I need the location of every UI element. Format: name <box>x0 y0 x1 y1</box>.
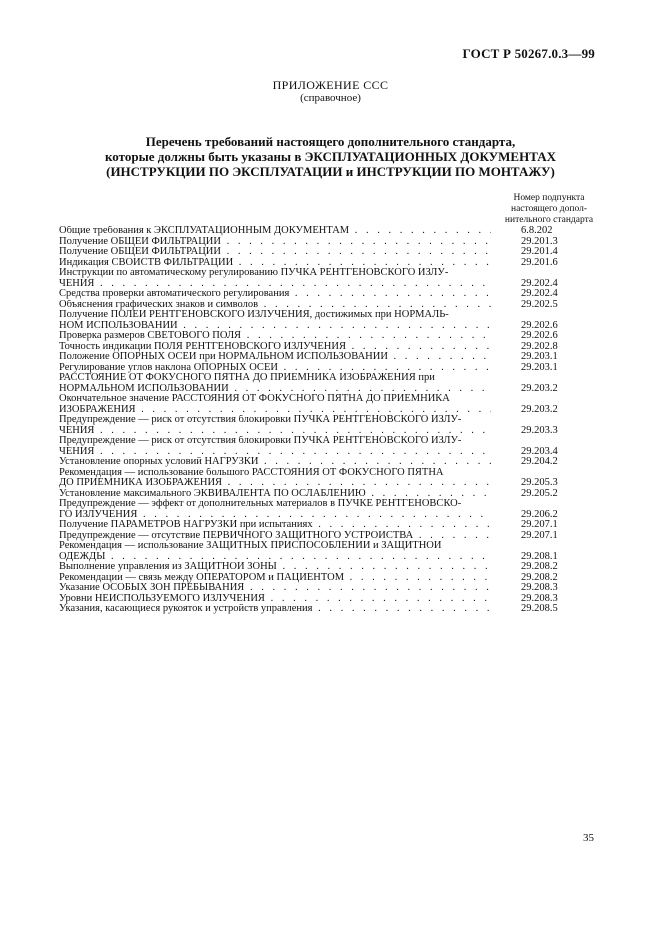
list-item-text <box>59 237 491 248</box>
title-line: которые должны быть указаны в ЭКСПЛУАТАЦИОННЫХ ДОКУМЕНТАХ <box>104 149 556 164</box>
list-item-number: 29.208.2 <box>521 571 558 583</box>
list-item-line: ЧЕНИЯ . . . <box>59 447 491 458</box>
list-item-line: Установление опорных условий НАГРУЗКИ . . . <box>59 457 491 468</box>
list-item-text <box>59 352 491 363</box>
list-item-text <box>59 604 491 615</box>
list-item-number: 29.208.3 <box>521 592 558 604</box>
list-item-text <box>59 258 491 269</box>
list-item-number: 29.205.3 <box>521 477 558 488</box>
list-item <box>59 562 605 573</box>
list-item <box>59 289 605 300</box>
list-item-text <box>59 562 491 573</box>
list-item-text <box>59 489 491 500</box>
list-item-line: РАССТОЯНИЕ ОТ ФОКУСНОГО ПЯТНА ДО ПРИЕМНИКА ИЗОБРАЖЕНИЯ при <box>59 373 435 383</box>
list-item <box>59 531 605 542</box>
list-item-line: Предупреждение — риск от отсутствия блокировки ПУЧКА РЕНТГЕНОВСКОГО ИЗЛУ- <box>59 436 462 446</box>
standard-designation: ГОСТ Р 50267.0.3—99 <box>462 46 595 61</box>
list-item-number: 29.202.4 <box>521 277 558 289</box>
list-item-number: 29.203.3 <box>521 424 558 436</box>
list-item <box>59 226 605 237</box>
list-item-line: Предупреждение — риск от отсутствия блокировки ПУЧКА РЕНТГЕНОВСКОГО ИЗЛУ- <box>59 415 462 425</box>
list-item-line: ОДЕЖДЫ . . . <box>59 552 491 563</box>
list-item-text <box>59 531 491 542</box>
list-item-line: ГО ИЗЛУЧЕНИЯ . . . <box>59 510 491 521</box>
list-item <box>59 300 605 311</box>
list-item <box>59 436 605 457</box>
list-item <box>59 363 605 374</box>
list-item-line: Общие требования к ЭКСПЛУАТАЦИОННЫМ ДОКУМЕНТАМ . . . <box>59 226 491 237</box>
annex-title: ПРИЛОЖЕНИЕ ССС <box>272 78 389 92</box>
list-item-text <box>59 373 491 394</box>
list-item <box>59 499 605 520</box>
list-item <box>59 247 605 258</box>
list-item-text <box>59 520 491 531</box>
list-item-line: Положение ОПОРНЫХ ОСЕЙ при НОРМАЛЬНОМ ИСПОЛЬЗОВАНИИ . . . <box>59 352 491 363</box>
list-item <box>59 457 605 468</box>
list-item-line: Точность индикации ПОЛЯ РЕНТГЕНОВСКОГО ИЗЛУЧЕНИЯ . . . <box>59 342 491 353</box>
list-item-text <box>59 436 491 457</box>
list-item-line: Предупреждение — эффект от дополнительных материалов в ПУЧКЕ РЕНТГЕНОВСКО- <box>59 499 462 509</box>
list-item-line: Инструкции по автоматическому регулированию ПУЧКА РЕНТГЕНОВСКОГО ИЗЛУ- <box>59 268 449 278</box>
list-item-line: Окончательное значение РАССТОЯНИЯ ОТ ФОКУСНОГО ПЯТНА ДО ПРИЕМНИКА <box>59 394 450 404</box>
list-item-number: 29.202.6 <box>521 330 558 341</box>
list-item-number: 29.201.6 <box>521 256 558 268</box>
page-number: 35 <box>583 832 594 844</box>
list-item-number: 29.202.8 <box>521 340 558 352</box>
requirements-list <box>59 226 605 615</box>
list-item-text <box>59 331 491 342</box>
list-item <box>59 415 605 436</box>
list-item-line: Уровни НЕИСПОЛЬЗУЕМОГО ИЗЛУЧЕНИЯ . . . <box>59 594 491 605</box>
list-item-line: Установление максимального ЭКВИВАЛЕНТА ПО ОСЛАБЛЕНИЮ . . . <box>59 489 491 500</box>
list-item-number: 29.203.1 <box>521 361 558 373</box>
list-item <box>59 541 605 562</box>
list-item-line: ЧЕНИЯ . . . <box>59 426 491 437</box>
list-item-text <box>59 289 491 300</box>
list-item-line: Средства проверки автоматического регулирования . . . <box>59 289 491 300</box>
list-item-number: 29.208.2 <box>521 561 558 572</box>
list-item-text <box>59 573 491 584</box>
list-item <box>59 352 605 363</box>
list-item-line: ИЗОБРАЖЕНИЯ . . . <box>59 405 491 416</box>
list-item-number: 29.201.3 <box>521 235 558 247</box>
list-item-number: 29.203.2 <box>521 382 558 394</box>
column-header <box>494 193 604 226</box>
list-item-line: Рекомендация — использование большого РАССТОЯНИЯ ОТ ФОКУСНОГО ПЯТНА <box>59 467 444 478</box>
list-item-number: 29.203.2 <box>521 403 558 415</box>
list-item-line: НОРМАЛЬНОМ ИСПОЛЬЗОВАНИИ . . . <box>59 384 491 395</box>
annex-subtitle: (справочное) <box>300 92 361 104</box>
list-item <box>59 394 605 415</box>
list-item-number: 29.204.2 <box>521 456 558 467</box>
list-item-line: Получение ОБЩЕЙ ФИЛЬТРАЦИИ . . . <box>59 247 491 258</box>
list-item-text <box>59 342 491 353</box>
list-item-number: 29.208.3 <box>521 582 558 593</box>
list-item-line: Рекомендации — связь между ОПЕРАТОРОМ и ПАЦИЕНТОМ . . . <box>59 573 491 584</box>
list-item-line: Указание ОСОБЫХ ЗОН ПРЕБЫВАНИЯ . . . <box>59 583 491 594</box>
list-item-line: Проверка размеров СВЕТОВОГО ПОЛЯ . . . <box>59 331 491 342</box>
list-item-line: Объяснения графических знаков и символов . . . <box>59 300 491 311</box>
list-item-number: 6.8.202 <box>521 225 553 236</box>
list-item-text <box>59 394 491 415</box>
list-item-line: Предупреждение — отсутствие ПЕРВИЧНОГО ЗАЩИТНОГО УСТРОЙСТВА . . . <box>59 531 491 542</box>
list-item <box>59 604 605 615</box>
list-item <box>59 489 605 500</box>
list-item-line: НОМ ИСПОЛЬЗОВАНИИ . . . <box>59 321 491 332</box>
list-item <box>59 310 605 331</box>
list-item-line: ЧЕНИЯ . . . <box>59 279 491 290</box>
list-item-line: ДО ПРИЕМНИКА ИЗОБРАЖЕНИЯ . . . <box>59 478 491 489</box>
list-item <box>59 331 605 342</box>
list-item-number: 29.203.1 <box>521 351 558 362</box>
list-item-line: Рекомендация — использование ЗАЩИТНЫХ ПРИСПОСОБЛЕНИЙ и ЗАЩИТНОЙ <box>59 541 442 551</box>
list-item-text <box>59 457 491 468</box>
list-item-number: 29.205.2 <box>521 487 558 499</box>
list-item-line: Получение ПАРАМЕТРОВ НАГРУЗКИ при испытаниях . . . <box>59 520 491 531</box>
list-item <box>59 373 605 394</box>
document-title <box>0 134 661 179</box>
list-item-number: 29.203.4 <box>521 445 558 457</box>
list-item-text <box>59 468 491 489</box>
list-item-number: 29.201.4 <box>521 246 558 257</box>
list-item-text <box>59 499 491 520</box>
list-item <box>59 468 605 489</box>
list-item-line: Получение ОБЩЕЙ ФИЛЬТРАЦИИ . . . <box>59 237 491 248</box>
list-item-text <box>59 415 491 436</box>
list-item-text <box>59 594 491 605</box>
column-header-line: нительного стандарта <box>504 215 594 225</box>
list-item-text <box>59 247 491 258</box>
list-item-text <box>59 310 491 331</box>
list-item <box>59 520 605 531</box>
title-line: Перечень требований настоящего дополнительного стандарта, <box>145 134 516 149</box>
list-item <box>59 583 605 594</box>
list-item-number: 29.208.1 <box>521 550 558 562</box>
column-header-line: Номер подпункта <box>513 193 585 203</box>
list-item-line: Получение ПОЛЕЙ РЕНТГЕНОВСКОГО ИЗЛУЧЕНИЯ, достижимых при НОРМАЛЬ- <box>59 310 449 320</box>
list-item-text <box>59 300 491 311</box>
list-item-number: 29.208.5 <box>521 603 558 614</box>
list-item-number: 29.206.2 <box>521 508 558 520</box>
list-item-line: Регулирование углов наклона ОПОРНЫХ ОСЕЙ . . . <box>59 363 491 374</box>
list-item-text <box>59 226 491 237</box>
list-item-line: Указания, касающиеся рукояток и устройств управления . . . <box>59 604 491 615</box>
list-item <box>59 258 605 269</box>
list-item <box>59 268 605 289</box>
list-item-text <box>59 363 491 374</box>
list-item-number: 29.202.6 <box>521 319 558 331</box>
list-item-line: Выполнение управления из ЗАЩИТНОЙ ЗОНЫ . . . <box>59 562 491 573</box>
list-item-text <box>59 583 491 594</box>
list-item-line: Индикация СВОЙСТВ ФИЛЬТРАЦИИ . . . <box>59 258 491 269</box>
title-line: (ИНСТРУКЦИИ ПО ЭКСПЛУАТАЦИИ и ИНСТРУКЦИИ ПО МОНТАЖУ) <box>106 164 555 179</box>
list-item-number: 29.207.1 <box>521 519 558 530</box>
list-item-text <box>59 541 491 562</box>
list-item-number: 29.202.5 <box>521 298 558 310</box>
list-item-number: 29.207.1 <box>521 529 558 541</box>
column-header-line: настоящего допол- <box>511 204 587 214</box>
list-item-number: 29.202.4 <box>521 288 558 299</box>
list-item-text <box>59 268 491 289</box>
